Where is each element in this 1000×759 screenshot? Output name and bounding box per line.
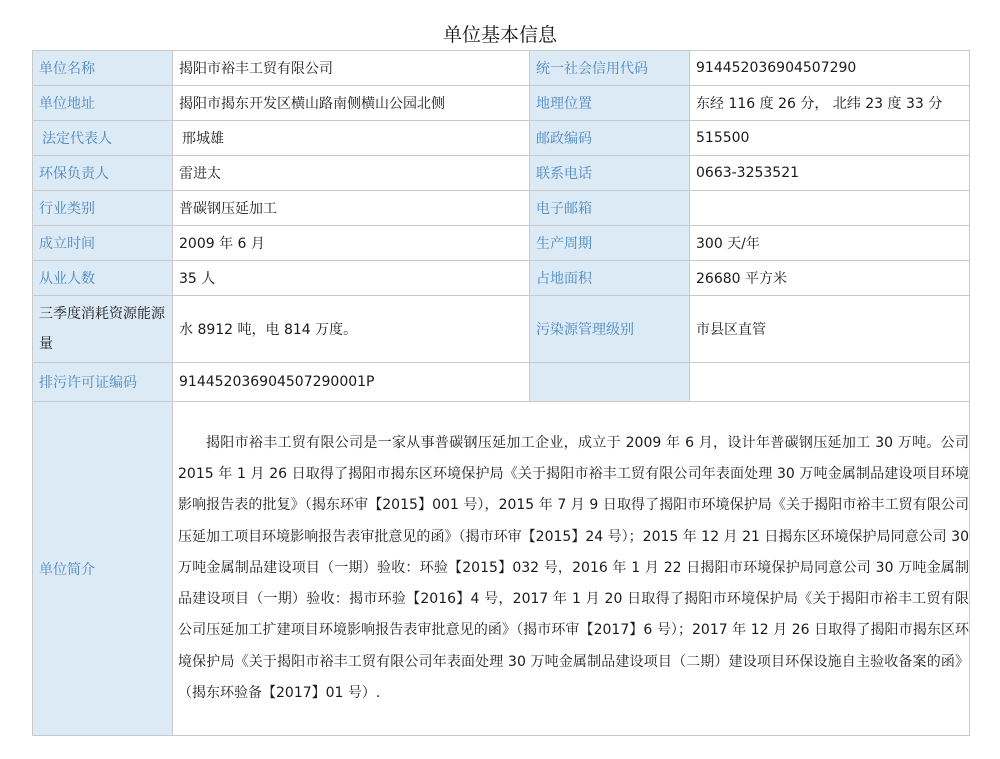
label-env-manager: 环保负责人 [33, 156, 173, 191]
label-area: 占地面积 [530, 261, 690, 296]
table-row [33, 363, 970, 402]
value-intro: 揭阳市裕丰工贸有限公司是一家从事普碳钢压延加工企业，成立于 2009 年 6 月，设计年普碳钢压延加工 30 万吨。公司 2015 年 1 月 26 日取得了揭阳市揭东区环境保护局《关于揭阳市裕丰工贸有限公司年表面处理 30 万吨金属制品建设项目环境影响报告表的批复》（揭东环审【2015】001 号），2015 年 7 月 9 日取得了揭阳市环境保护局《关于揭阳市裕丰工贸有限公司压延加工项目环境影响报告表审批意见的函》（揭市环审【2015】24 号）；2015 年 12 月 21 日揭东区环境保护局同意公司 30 万吨金属制品建设项目（一期）验收：环验【2015】032 号，2016 年 1 月 22 日揭阳市环境保护局同意公司 30 万吨金属制品建设项目（一期）验收：揭市环验【2016】4 号，2017 年 1 月 20 日取得了揭阳市环境保护局《关于揭阳市裕丰工贸有限公司压延加工扩建项目环境影响报告表审批意见的函》（揭市环审【2017】6 号）；2017 年 12 月 26 日取得了揭阳市揭东区环境保护局《关于揭阳市裕丰工贸有限公司年表面处理 30 万吨金属制品建设项目（二期）建设项目环保设施自主验收备案的函》（揭东环验备【2017】01 号）. [173, 402, 970, 736]
table-row [33, 51, 970, 86]
value-industry: 普碳钢压延加工 [173, 191, 530, 226]
value-unit-name: 揭阳市裕丰工贸有限公司 [173, 51, 530, 86]
label-credit-code: 统一社会信用代码 [530, 51, 690, 86]
table-row [33, 191, 970, 226]
label-legal-rep: 法定代表人 [33, 121, 173, 156]
value-postcode: 515500 [690, 121, 970, 156]
value-cycle: 300 天/年 [690, 226, 970, 261]
value-founded: 2009 年 6 月 [173, 226, 530, 261]
table-row [33, 261, 970, 296]
label-address: 单位地址 [33, 86, 173, 121]
value-location: 东经 116 度 26 分， 北纬 23 度 33 分 [690, 86, 970, 121]
label-location: 地理位置 [530, 86, 690, 121]
value-legal-rep: 邢城雄 [173, 121, 530, 156]
value-consumption: 水 8912 吨，电 814 万度。 [173, 296, 530, 363]
table-row [33, 86, 970, 121]
label-unit-name: 单位名称 [33, 51, 173, 86]
label-industry: 行业类别 [33, 191, 173, 226]
value-pollution-level: 市县区直管 [690, 296, 970, 363]
empty-cell [530, 363, 690, 402]
value-area: 26680 平方米 [690, 261, 970, 296]
label-founded: 成立时间 [33, 226, 173, 261]
value-permit: 914452036904507290001P [173, 363, 530, 402]
empty-cell [690, 363, 970, 402]
value-phone: 0663-3253521 [690, 156, 970, 191]
value-env-manager: 雷进太 [173, 156, 530, 191]
table-row [33, 226, 970, 261]
table-row [33, 156, 970, 191]
table-row [33, 121, 970, 156]
value-address: 揭阳市揭东开发区横山路南侧横山公园北侧 [173, 86, 530, 121]
page-title: 单位基本信息 [442, 24, 557, 46]
label-intro: 单位简介 [33, 402, 173, 736]
table-row [33, 296, 970, 363]
label-pollution-level: 污染源管理级别 [530, 296, 690, 363]
label-consumption: 三季度消耗资源能源量 [33, 296, 173, 363]
label-employees: 从业人数 [33, 261, 173, 296]
unit-info-table [32, 50, 970, 736]
label-permit: 排污许可证编码 [33, 363, 173, 402]
value-credit-code: 914452036904507290 [690, 51, 970, 86]
value-employees: 35 人 [173, 261, 530, 296]
label-postcode: 邮政编码 [530, 121, 690, 156]
label-phone: 联系电话 [530, 156, 690, 191]
label-cycle: 生产周期 [530, 226, 690, 261]
table-row [33, 402, 970, 736]
label-email: 电子邮箱 [530, 191, 690, 226]
value-email [690, 191, 970, 226]
